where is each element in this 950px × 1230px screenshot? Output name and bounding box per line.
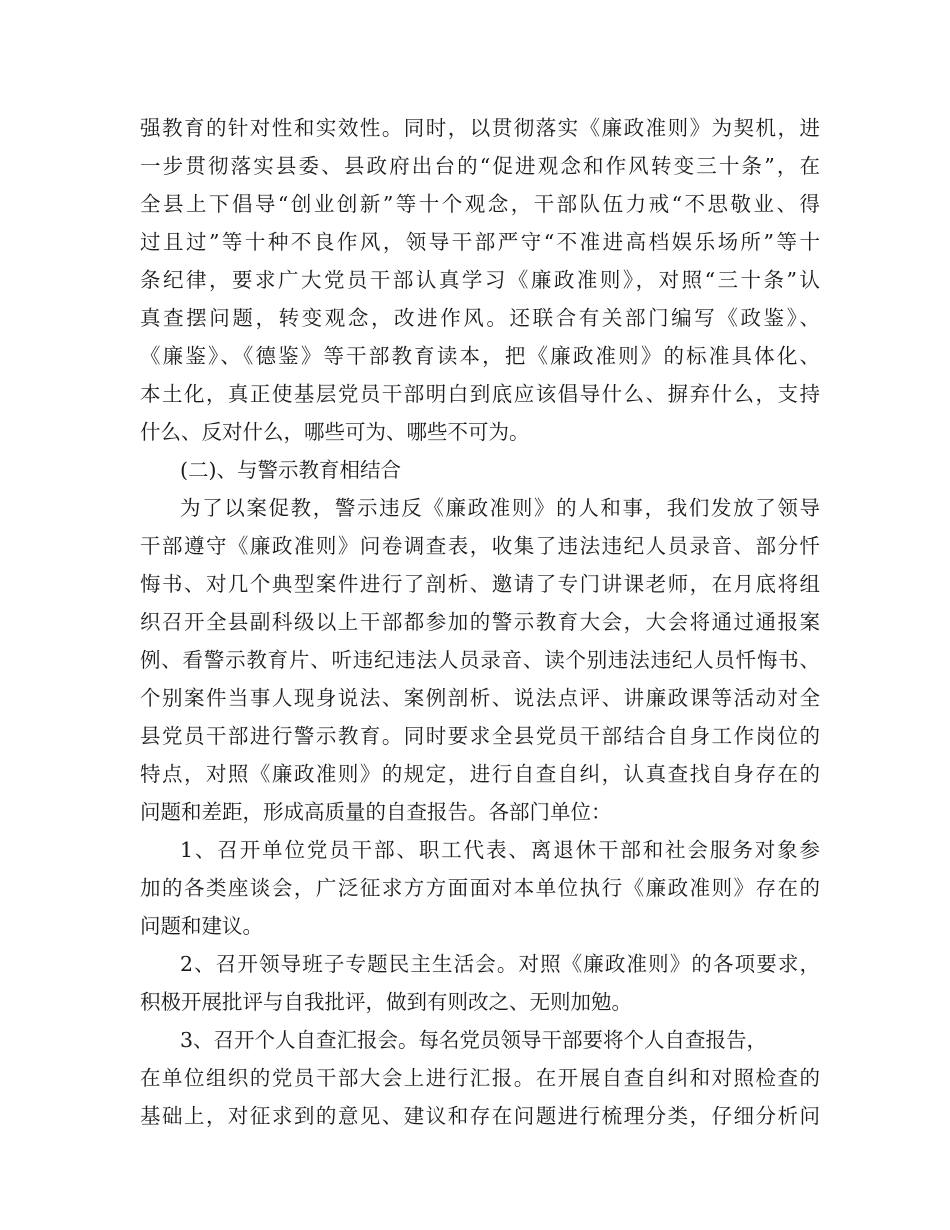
body-text-line: 悔书、对几个典型案件进行了剖析、邀请了专门讲课老师，在月底将组 — [140, 572, 820, 596]
body-text-line: 基础上，对征求到的意见、建议和存在问题进行梳理分类，仔细分析问 — [140, 1104, 820, 1128]
body-text-line: 过且过”等十种不良作风，领导干部严守“不准进高档娱乐场所”等十 — [140, 230, 820, 254]
body-text-line: 问题和建议。 — [140, 914, 263, 938]
body-text-line: 《廉鉴》、《德鉴》等干部教育读本，把《廉政准则》的标准具体化、 — [140, 344, 820, 368]
body-text-line: 强教育的针对性和实效性。同时，以贯彻落实《廉政准则》为契机，进 — [140, 116, 820, 140]
body-text-line: 积极开展批评与自我批评，做到有则改之、无则加勉。 — [140, 990, 632, 1014]
body-text-line: 一步贯彻落实县委、县政府出台的“促进观念和作风转变三十条”，在 — [140, 154, 820, 178]
body-text-line: 在单位组织的党员干部大会上进行汇报。在开展自查自纠和对照检查的 — [140, 1066, 820, 1090]
body-text-line: 加的各类座谈会，广泛征求方方面面对本单位执行《廉政准则》存在的 — [140, 876, 820, 900]
body-text-line: 为了以案促教，警示违反《廉政准则》的人和事，我们发放了领导 — [180, 496, 820, 520]
body-text-line: 个别案件当事人现身说法、案例剖析、说法点评、讲廉政课等活动对全 — [140, 686, 820, 710]
list-item-2: 2、召开领导班子专题民主生活会。对照《廉政准则》的各项要求， — [180, 952, 820, 976]
body-text-line: 干部遵守《廉政准则》问卷调查表，收集了违法违纪人员录音、部分忏 — [140, 534, 820, 558]
list-item-1: 1、召开单位党员干部、职工代表、离退休干部和社会服务对象参 — [180, 838, 820, 862]
list-item-3: 3、召开个人自查汇报会。每名党员领导干部要将个人自查报告， — [180, 1028, 768, 1052]
body-text-line: 真查摆问题，转变观念，改进作风。还联合有关部门编写《政鉴》、 — [140, 306, 820, 330]
body-text-line: 县党员干部进行警示教育。同时要求全县党员干部结合自身工作岗位的 — [140, 724, 820, 748]
body-text-line: 本土化，真正使基层党员干部明白到底应该倡导什么、摒弃什么，支持 — [140, 382, 820, 406]
body-text-line: 全县上下倡导“创业创新”等十个观念，干部队伍力戒“不思敬业、得 — [140, 192, 820, 216]
body-text-line: 条纪律，要求广大党员干部认真学习《廉政准则》，对照“三十条”认 — [140, 268, 820, 292]
body-text-line: 特点，对照《廉政准则》的规定，进行自查自纠，认真查找自身存在的 — [140, 762, 820, 786]
body-text-line: 例、看警示教育片、听违纪违法人员录音、读个别违法违纪人员忏悔书、 — [140, 648, 820, 672]
body-text-line: 什么、反对什么，哪些可为、哪些不可为。 — [140, 420, 530, 444]
body-text-line: 织召开全县副科级以上干部都参加的警示教育大会，大会将通过通报案 — [140, 610, 820, 634]
body-text-line: 问题和差距，形成高质量的自查报告。各部门单位： — [140, 800, 612, 824]
section-heading: (二)、与警示教育相结合 — [180, 458, 401, 482]
